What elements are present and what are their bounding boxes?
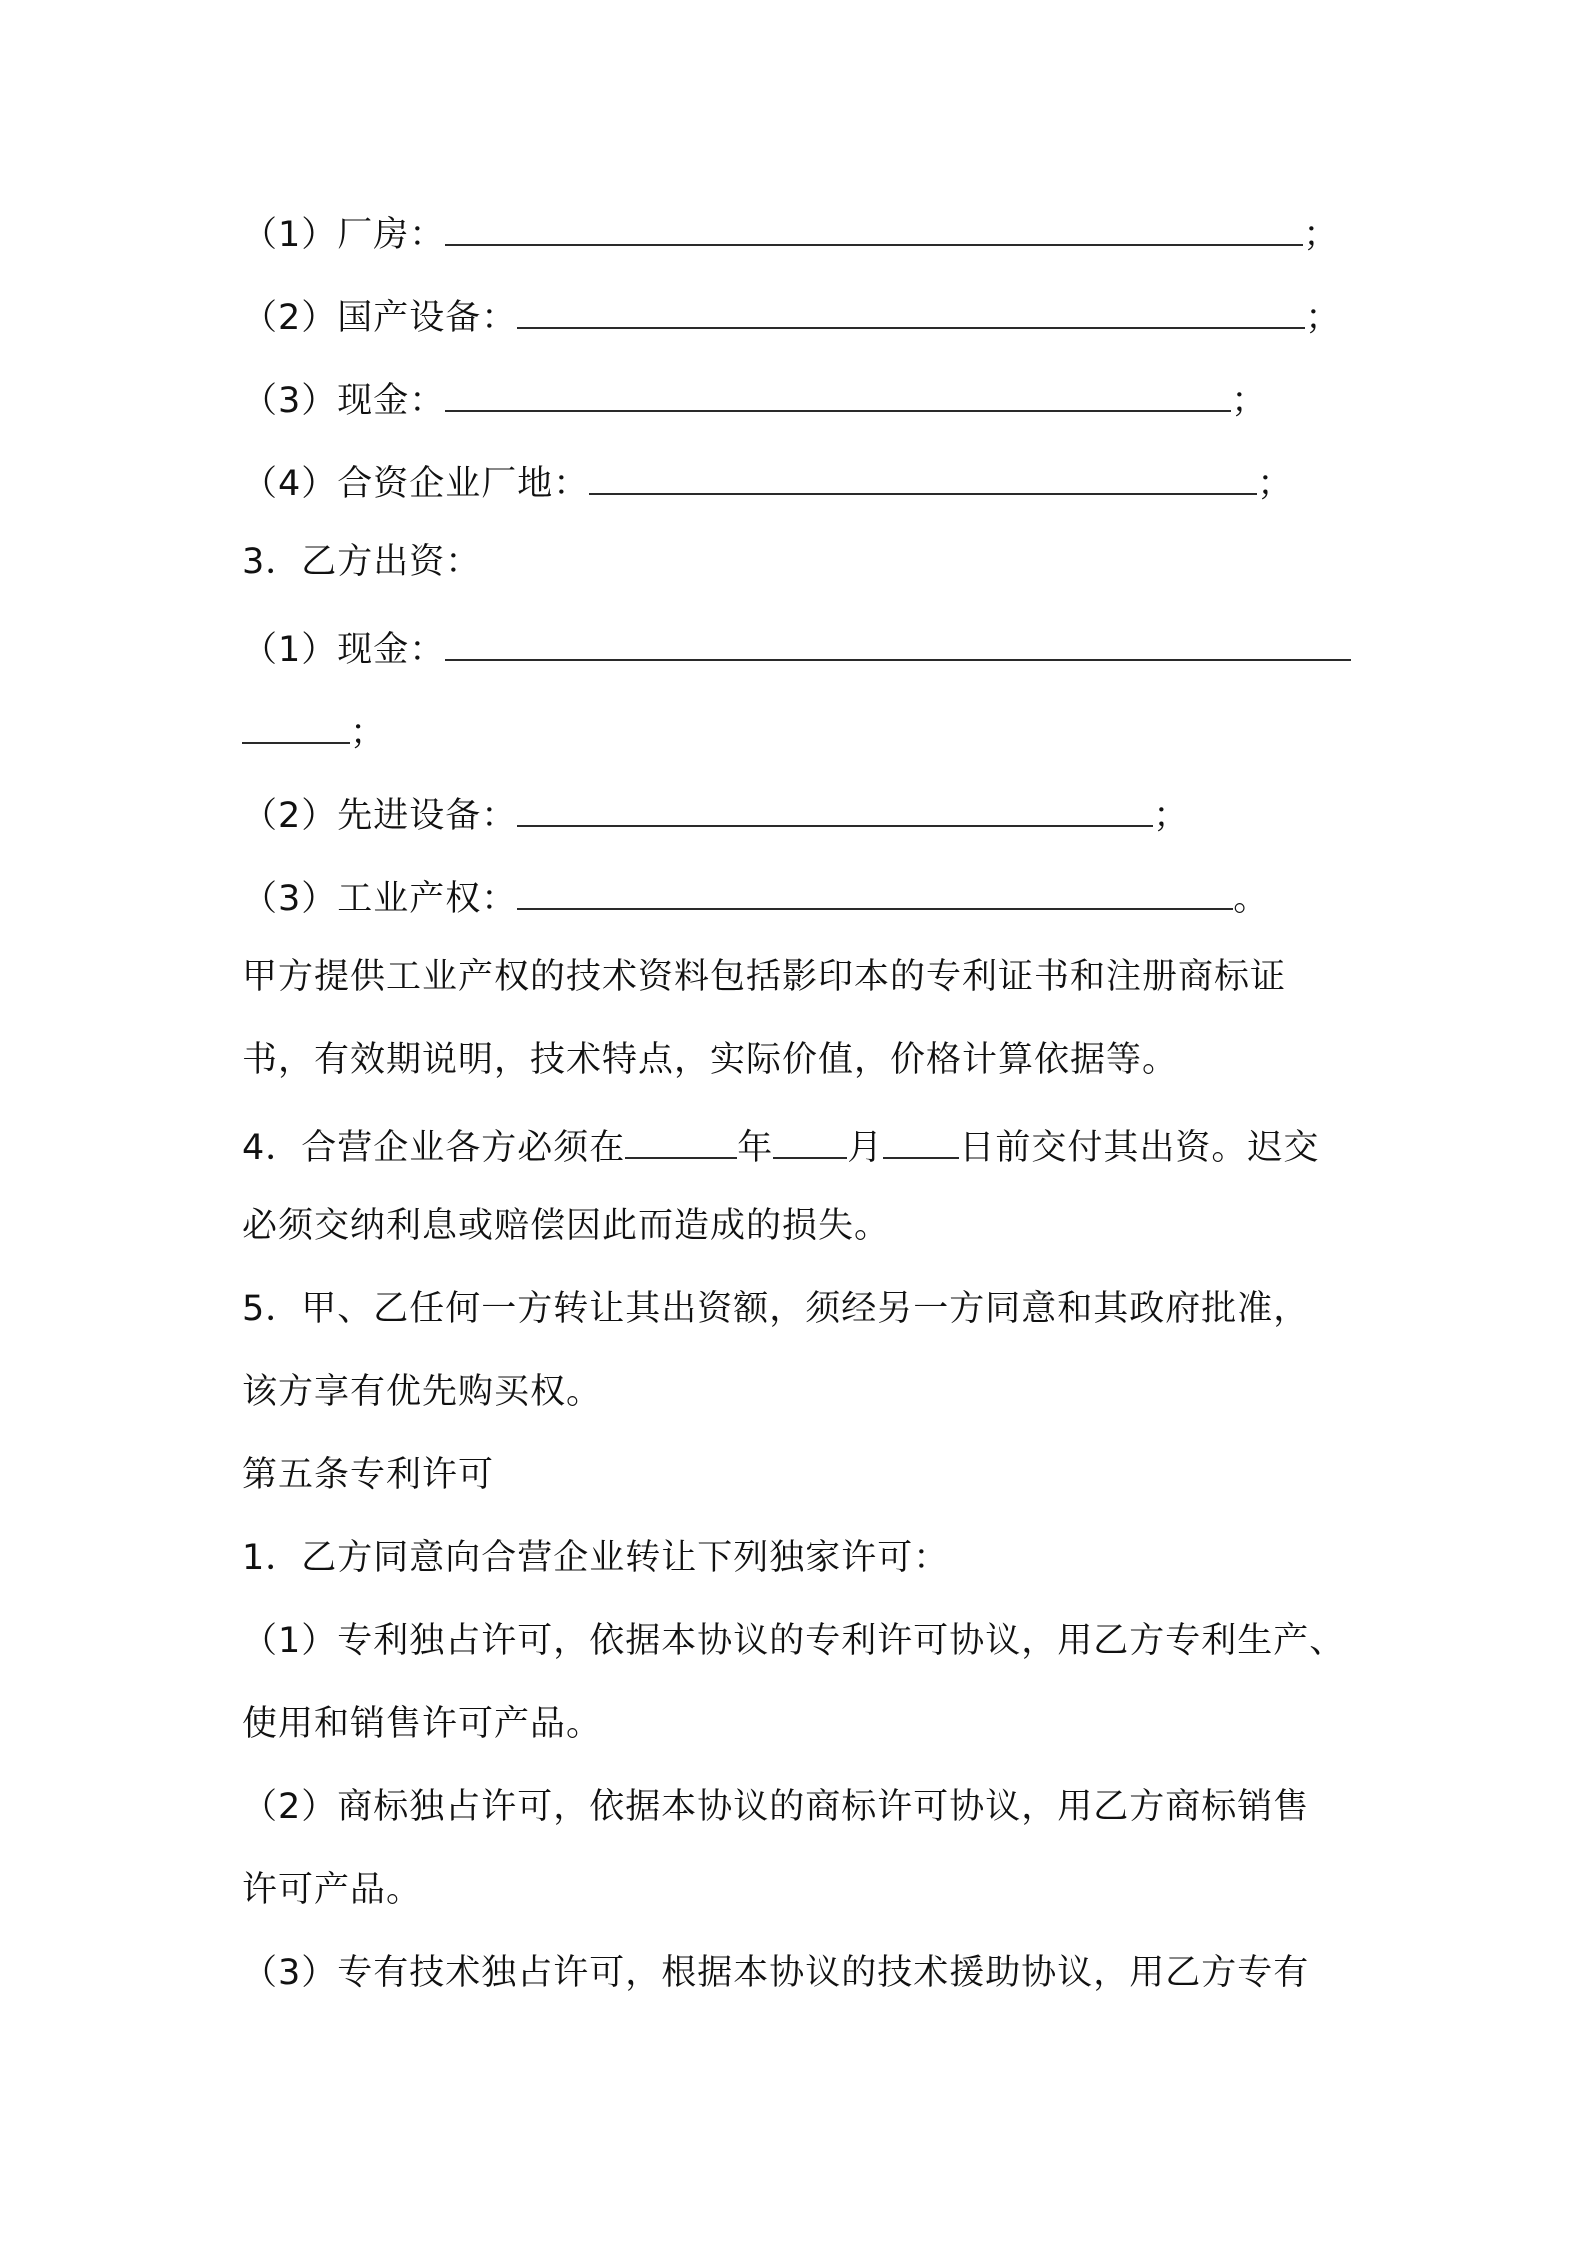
paragraph-line: 1．乙方同意向合营企业转让下列独家许可： [242, 1538, 950, 1578]
item-label: （1）现金： [242, 630, 446, 670]
paragraph-line: （1）专利独占许可，依据本协议的专利许可协议，用乙方专利生产、 [242, 1621, 1346, 1661]
month-label: 月 [847, 1128, 884, 1168]
paragraph-line: （2）商标独占许可，依据本协议的商标许可协议，用乙方商标销售 [242, 1787, 1310, 1827]
item-end: ； [350, 713, 387, 753]
fill-blank [517, 864, 1233, 910]
item-end: ； [1153, 796, 1190, 836]
fill-blank [445, 200, 1303, 246]
item-label: （2）先进设备： [242, 796, 518, 836]
contribution-item-cash [242, 366, 1362, 426]
clause-text: 日前交付其出资。迟交 [959, 1128, 1320, 1168]
year-label: 年 [737, 1128, 774, 1168]
section-heading-party-b-contribution: 3．乙方出资： [242, 542, 482, 582]
contribution-item-site [242, 449, 1362, 509]
fill-blank [517, 283, 1305, 329]
item-label: （4）合资企业厂地： [242, 464, 590, 504]
fill-blank [589, 449, 1257, 495]
paragraph-line: 许可产品。 [242, 1870, 423, 1910]
item-label: （3）工业产权： [242, 879, 518, 919]
paragraph-line: 甲方提供工业产权的技术资料包括影印本的专利证书和注册商标证 [242, 957, 1287, 997]
paragraph-line: （3）专有技术独占许可，根据本协议的技术援助协议，用乙方专有 [242, 1953, 1310, 1993]
contribution-item-domestic-equipment [242, 283, 1362, 343]
fill-blank [445, 366, 1231, 412]
item-end: ； [1305, 298, 1342, 338]
fill-blank [517, 781, 1153, 827]
month-blank [773, 1113, 847, 1159]
article-heading: 第五条专利许可 [242, 1455, 495, 1495]
item-end: ； [1303, 215, 1340, 255]
item-label: （2）国产设备： [242, 298, 518, 338]
party-b-item-advanced-equipment [242, 781, 1362, 841]
paragraph-line: 必须交纳利息或赔偿因此而造成的损失。 [242, 1206, 891, 1246]
party-b-item-industrial-property [242, 864, 1362, 924]
paragraph-line: 该方享有优先购买权。 [242, 1372, 603, 1412]
party-b-item-cash-continued [242, 698, 1362, 758]
contribution-item-factory [242, 200, 1362, 260]
paragraph-line: 5．甲、乙任何一方转让其出资额，须经另一方同意和其政府批准， [242, 1289, 1310, 1329]
item-end: 。 [1233, 879, 1270, 919]
item-end: ； [1257, 464, 1294, 504]
item-label: （3）现金： [242, 381, 446, 421]
fill-blank [242, 698, 350, 744]
year-blank [625, 1113, 737, 1159]
item-end: ； [1231, 381, 1268, 421]
day-blank [883, 1113, 959, 1159]
fill-blank [445, 615, 1351, 661]
item-label: （1）厂房： [242, 215, 446, 255]
party-b-item-cash [242, 615, 1362, 675]
paragraph-line: 书，有效期说明，技术特点，实际价值，价格计算依据等。 [242, 1040, 1179, 1080]
paragraph-line: 使用和销售许可产品。 [242, 1704, 603, 1744]
clause-text: 4．合营企业各方必须在 [242, 1128, 626, 1168]
clause-payment-deadline [242, 1113, 1362, 1173]
